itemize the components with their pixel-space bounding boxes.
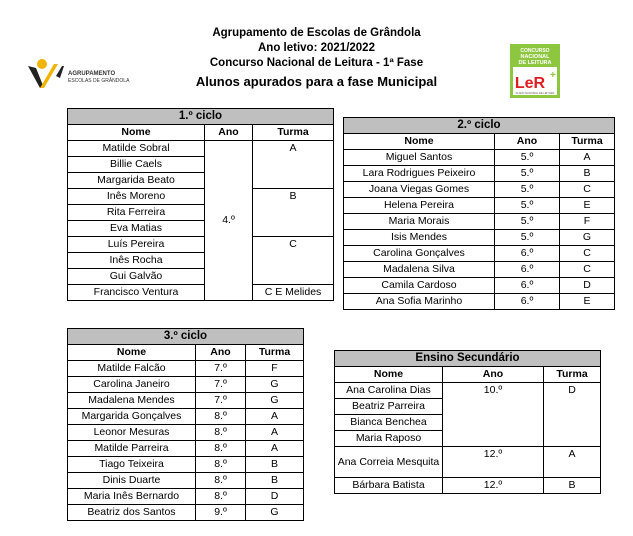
ano-cell: 5.º xyxy=(495,198,560,214)
student-name: Inês Moreno xyxy=(68,189,205,205)
ano-cell: 7.º xyxy=(196,377,246,393)
student-name: Lara Rodrigues Peixeiro xyxy=(344,166,495,182)
ano-cell: 7.º xyxy=(196,361,246,377)
ano-cell: 6.º xyxy=(495,246,560,262)
turma-cell: C xyxy=(253,237,334,285)
student-name: Francisco Ventura xyxy=(68,285,205,301)
ano-cell: 5.º xyxy=(495,166,560,182)
student-name: Ana Correia Mesquita xyxy=(335,447,443,478)
table-row xyxy=(344,198,615,214)
table-title: 3.º ciclo xyxy=(68,329,304,345)
ano-cell: 5.º xyxy=(495,214,560,230)
column-header-ano: Ano xyxy=(205,125,253,141)
student-name: Miguel Santos xyxy=(344,150,495,166)
table-row xyxy=(68,377,304,393)
turma-cell: C E Melides xyxy=(253,285,334,301)
student-name: Bárbara Batista xyxy=(335,478,443,494)
table-row xyxy=(344,182,615,198)
student-name: Matilde Parreira xyxy=(68,441,196,457)
turma-cell: A xyxy=(560,150,615,166)
student-name: Madalena Mendes xyxy=(68,393,196,409)
turma-cell: F xyxy=(560,214,615,230)
column-header-ano: Ano xyxy=(443,367,544,383)
ano-cell: 6.º xyxy=(495,294,560,310)
student-name: Maria Raposo xyxy=(335,431,443,447)
table-title: Ensino Secundário xyxy=(335,351,601,367)
turma-cell: B xyxy=(544,478,601,494)
contest-title: Concurso Nacional de Leitura - 1ª Fase xyxy=(209,57,424,69)
ano-cell: 8.º xyxy=(196,473,246,489)
turma-cell: A xyxy=(246,441,304,457)
student-name: Maria Morais xyxy=(344,214,495,230)
table-row xyxy=(68,441,304,457)
ano-cell: 12.º xyxy=(443,447,544,478)
turma-cell: E xyxy=(560,198,615,214)
svg-text:PLANO NACIONAL DE LEITURA: PLANO NACIONAL DE LEITURA xyxy=(515,92,555,95)
turma-cell: D xyxy=(544,383,601,447)
org-title: Agrupamento de Escolas de Grândola xyxy=(212,27,421,39)
turma-cell: C xyxy=(560,246,615,262)
student-name: Beatriz dos Santos xyxy=(68,505,196,521)
turma-cell: G xyxy=(246,377,304,393)
page-subtitle: Alunos apurados para a fase Municipal xyxy=(195,74,438,89)
table-row xyxy=(68,425,304,441)
table-row xyxy=(344,166,615,182)
table-row xyxy=(68,473,304,489)
turma-cell: E xyxy=(560,294,615,310)
turma-cell: B xyxy=(246,473,304,489)
ano-cell: 12.º xyxy=(443,478,544,494)
ano-cell: 8.º xyxy=(196,489,246,505)
student-name: Maria Inês Bernardo xyxy=(68,489,196,505)
student-name: Ana Sofia Marinho xyxy=(344,294,495,310)
ano-cell: 5.º xyxy=(495,230,560,246)
svg-text:LeR: LeR xyxy=(514,75,546,92)
svg-text:DE LEITURA: DE LEITURA xyxy=(518,60,552,66)
table-ciclo2 xyxy=(343,117,615,310)
student-name: Margarida Beato xyxy=(68,173,205,189)
table-row xyxy=(344,294,615,310)
student-name: Carolina Gonçalves xyxy=(344,246,495,262)
column-header-nome: Nome xyxy=(68,125,205,141)
table-title: 2.º ciclo xyxy=(344,118,615,134)
ano-cell: 5.º xyxy=(495,182,560,198)
table-row xyxy=(68,393,304,409)
turma-cell: D xyxy=(560,278,615,294)
table-row xyxy=(344,262,615,278)
student-name: Bianca Benchea xyxy=(335,415,443,431)
table-secundario xyxy=(334,350,601,494)
column-header-nome: Nome xyxy=(335,367,443,383)
student-name: Rita Ferreira xyxy=(68,205,205,221)
ano-cell: 7.º xyxy=(196,393,246,409)
table-row xyxy=(344,214,615,230)
ano-cell: 8.º xyxy=(196,409,246,425)
turma-cell: A xyxy=(246,409,304,425)
student-name: Ana Carolina Dias xyxy=(335,383,443,399)
student-name: Gui Galvão xyxy=(68,269,205,285)
turma-cell: G xyxy=(246,505,304,521)
turma-cell: D xyxy=(246,489,304,505)
svg-text:CONCURSO: CONCURSO xyxy=(520,48,550,54)
student-name: Camila Cardoso xyxy=(344,278,495,294)
student-name: Matilde Falcão xyxy=(68,361,196,377)
table-row xyxy=(344,230,615,246)
student-name: Tiago Teixeira xyxy=(68,457,196,473)
student-name: Carolina Janeiro xyxy=(68,377,196,393)
table-title: 1.º ciclo xyxy=(68,109,334,125)
turma-cell: A xyxy=(544,447,601,478)
svg-text:AGRUPAMENTO: AGRUPAMENTO xyxy=(68,71,116,77)
student-name: Luís Pereira xyxy=(68,237,205,253)
student-name: Matilde Sobral xyxy=(68,141,205,157)
ano-cell: 4.º xyxy=(205,141,253,301)
ano-cell: 8.º xyxy=(196,457,246,473)
column-header-ano: Ano xyxy=(495,134,560,150)
school-logo xyxy=(26,56,136,94)
svg-text:ESCOLAS DE GRÂNDOLA: ESCOLAS DE GRÂNDOLA xyxy=(68,78,130,84)
student-name: Isis Mendes xyxy=(344,230,495,246)
student-name: Madalena Silva xyxy=(344,262,495,278)
table-row xyxy=(68,489,304,505)
column-header-turma: Turma xyxy=(560,134,615,150)
ano-cell: 8.º xyxy=(196,441,246,457)
column-header-turma: Turma xyxy=(544,367,601,383)
student-name: Dinis Duarte xyxy=(68,473,196,489)
table-row xyxy=(344,278,615,294)
turma-cell: C xyxy=(560,262,615,278)
ano-cell: 6.º xyxy=(495,262,560,278)
turma-cell: G xyxy=(246,393,304,409)
turma-cell: A xyxy=(253,141,334,189)
turma-cell: F xyxy=(246,361,304,377)
student-name: Margarida Gonçalves xyxy=(68,409,196,425)
student-name: Beatriz Parreira xyxy=(335,399,443,415)
plano-nacional-leitura-logo xyxy=(510,44,560,98)
ano-cell: 6.º xyxy=(495,278,560,294)
column-header-ano: Ano xyxy=(196,345,246,361)
table-ciclo3 xyxy=(67,328,304,521)
turma-cell: B xyxy=(253,189,334,237)
svg-text:+: + xyxy=(550,70,556,81)
table-row xyxy=(68,361,304,377)
column-header-turma: Turma xyxy=(246,345,304,361)
ano-cell: 9.º xyxy=(196,505,246,521)
school-year: Ano letivo: 2021/2022 xyxy=(258,42,375,54)
ano-cell: 10.º xyxy=(443,383,544,447)
table-row xyxy=(68,505,304,521)
student-name: Billie Caels xyxy=(68,157,205,173)
turma-cell: A xyxy=(246,425,304,441)
turma-cell: B xyxy=(246,457,304,473)
svg-text:NACIONAL: NACIONAL xyxy=(520,54,550,60)
turma-cell: C xyxy=(560,182,615,198)
table-row xyxy=(68,409,304,425)
table-ciclo1 xyxy=(67,108,334,301)
column-header-nome: Nome xyxy=(344,134,495,150)
table-row xyxy=(344,150,615,166)
ano-cell: 8.º xyxy=(196,425,246,441)
table-row xyxy=(344,246,615,262)
ano-cell: 5.º xyxy=(495,150,560,166)
student-name: Leonor Mesuras xyxy=(68,425,196,441)
column-header-turma: Turma xyxy=(253,125,334,141)
student-name: Joana Viegas Gomes xyxy=(344,182,495,198)
turma-cell: B xyxy=(560,166,615,182)
turma-cell: G xyxy=(560,230,615,246)
column-header-nome: Nome xyxy=(68,345,196,361)
student-name: Helena Pereira xyxy=(344,198,495,214)
student-name: Eva Matias xyxy=(68,221,205,237)
table-row xyxy=(68,457,304,473)
student-name: Inês Rocha xyxy=(68,253,205,269)
